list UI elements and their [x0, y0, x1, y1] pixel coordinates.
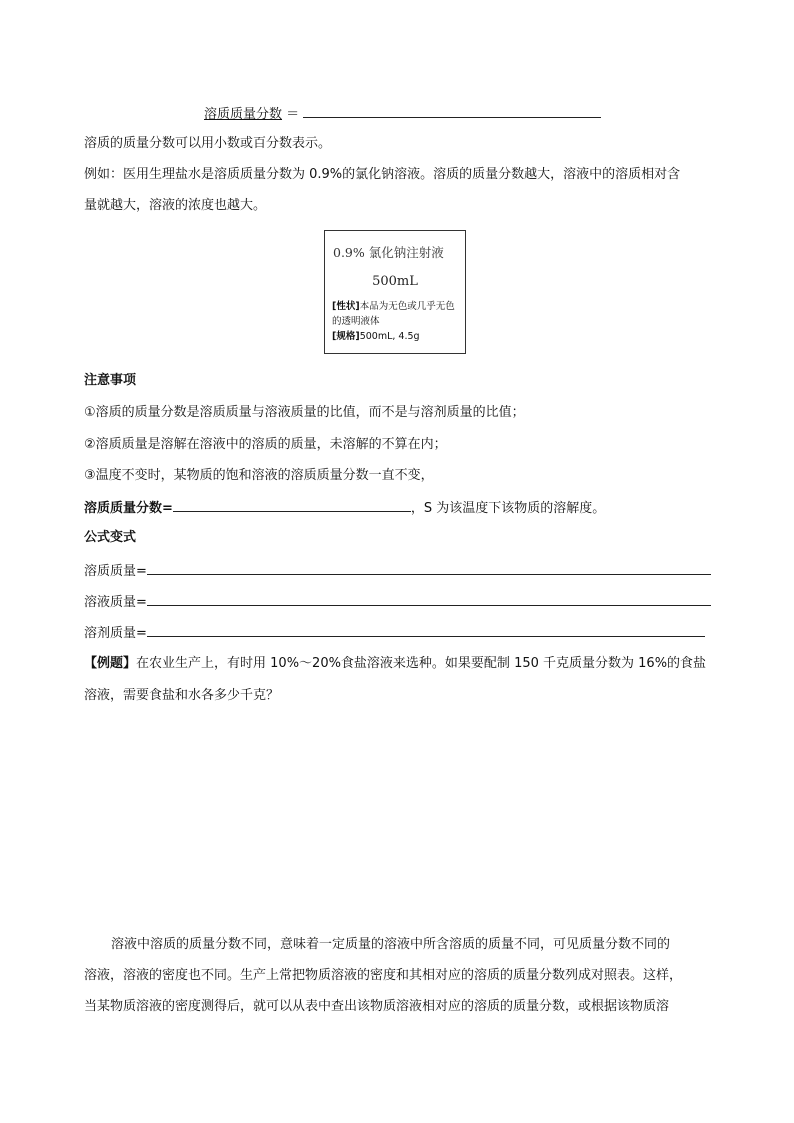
formula-top-eq: ＝: [286, 107, 300, 122]
note-1: ①溶质的质量分数是溶质质量与溶液质量的比值，而不是与溶剂质量的比值；: [84, 405, 525, 420]
example-line-1: 例如：医用生理盐水是溶质质量分数为 0.9%的氯化钠溶液。溶质的质量分数越大，溶液中的溶质相对含: [84, 167, 681, 182]
bottom-paragraph-line-3: 当某物质溶液的密度测得后，就可以从表中查出该物质溶液相对应的溶质的质量分数，或根据该物质溶: [84, 999, 670, 1014]
formula-top-label: 溶质质量分数: [204, 107, 283, 122]
label-prop-key: [性状]: [332, 301, 360, 312]
example-line-2: 量就越大，溶液的浓度也越大。: [84, 198, 267, 213]
express-line: 溶质的质量分数可以用小数或百分数表示。: [84, 136, 332, 151]
label-prop-text: 本品为无色或几乎无色的透明液体: [332, 301, 455, 327]
variant-solvent-label: 溶剂质量=: [84, 626, 147, 641]
bottom-paragraph-line-2: 溶液，溶液的密度也不同。生产上常把物质溶液的密度和其相对应的溶质的质量分数列成对照表。这样，: [84, 968, 683, 983]
label-volume: 500mL: [372, 274, 418, 289]
bottom-paragraph-line-1: 溶液中溶质的质量分数不同，意味着一定质量的溶液中所含溶质的质量不同，可见质量分数不同的: [111, 937, 671, 952]
variant-solute-blank: [147, 560, 711, 575]
variants-heading: 公式变式: [84, 530, 137, 545]
note-3: ③温度不变时，某物质的饱和溶液的溶质质量分数一直不变，: [84, 468, 434, 483]
label-spec-text: 500mL, 4.5g: [359, 331, 420, 342]
variant-solution-blank: [147, 591, 711, 606]
saturated-formula-suffix: ，S 为该温度下该物质的溶解度。: [410, 501, 606, 516]
formula-top: [204, 103, 601, 125]
label-spec-key: [规格]: [332, 331, 360, 342]
variant-solution-label: 溶液质量=: [84, 595, 147, 610]
saline-label-image: [324, 230, 466, 354]
notes-heading: 注意事项: [84, 373, 137, 388]
saturated-formula-blank: [173, 497, 411, 512]
label-details: [332, 299, 462, 344]
example-problem-text-1: 在农业生产上，有时用 10%～20%食盐溶液来选种。如果要配制 150 千克质量分数为 16%的食盐: [136, 656, 707, 671]
variant-solute-label: 溶质质量=: [84, 564, 147, 579]
variant-solvent: [84, 622, 705, 644]
variant-solution: [84, 591, 711, 613]
label-title: 0.9% 氯化钠注射液: [333, 245, 444, 260]
saturated-formula-label: 溶质质量分数=: [84, 501, 173, 516]
example-problem-tag: 【例题】: [84, 656, 137, 671]
saturated-formula: [84, 497, 605, 519]
variant-solvent-blank: [147, 622, 705, 637]
example-problem-line-1: [84, 654, 706, 674]
example-problem-line-2: 溶液，需要食盐和水各多少千克？: [84, 688, 280, 703]
variant-solute: [84, 560, 711, 582]
note-2: ②溶质质量是溶解在溶液中的溶质的质量，未溶解的不算在内；: [84, 437, 447, 452]
formula-top-blank: [303, 103, 601, 118]
